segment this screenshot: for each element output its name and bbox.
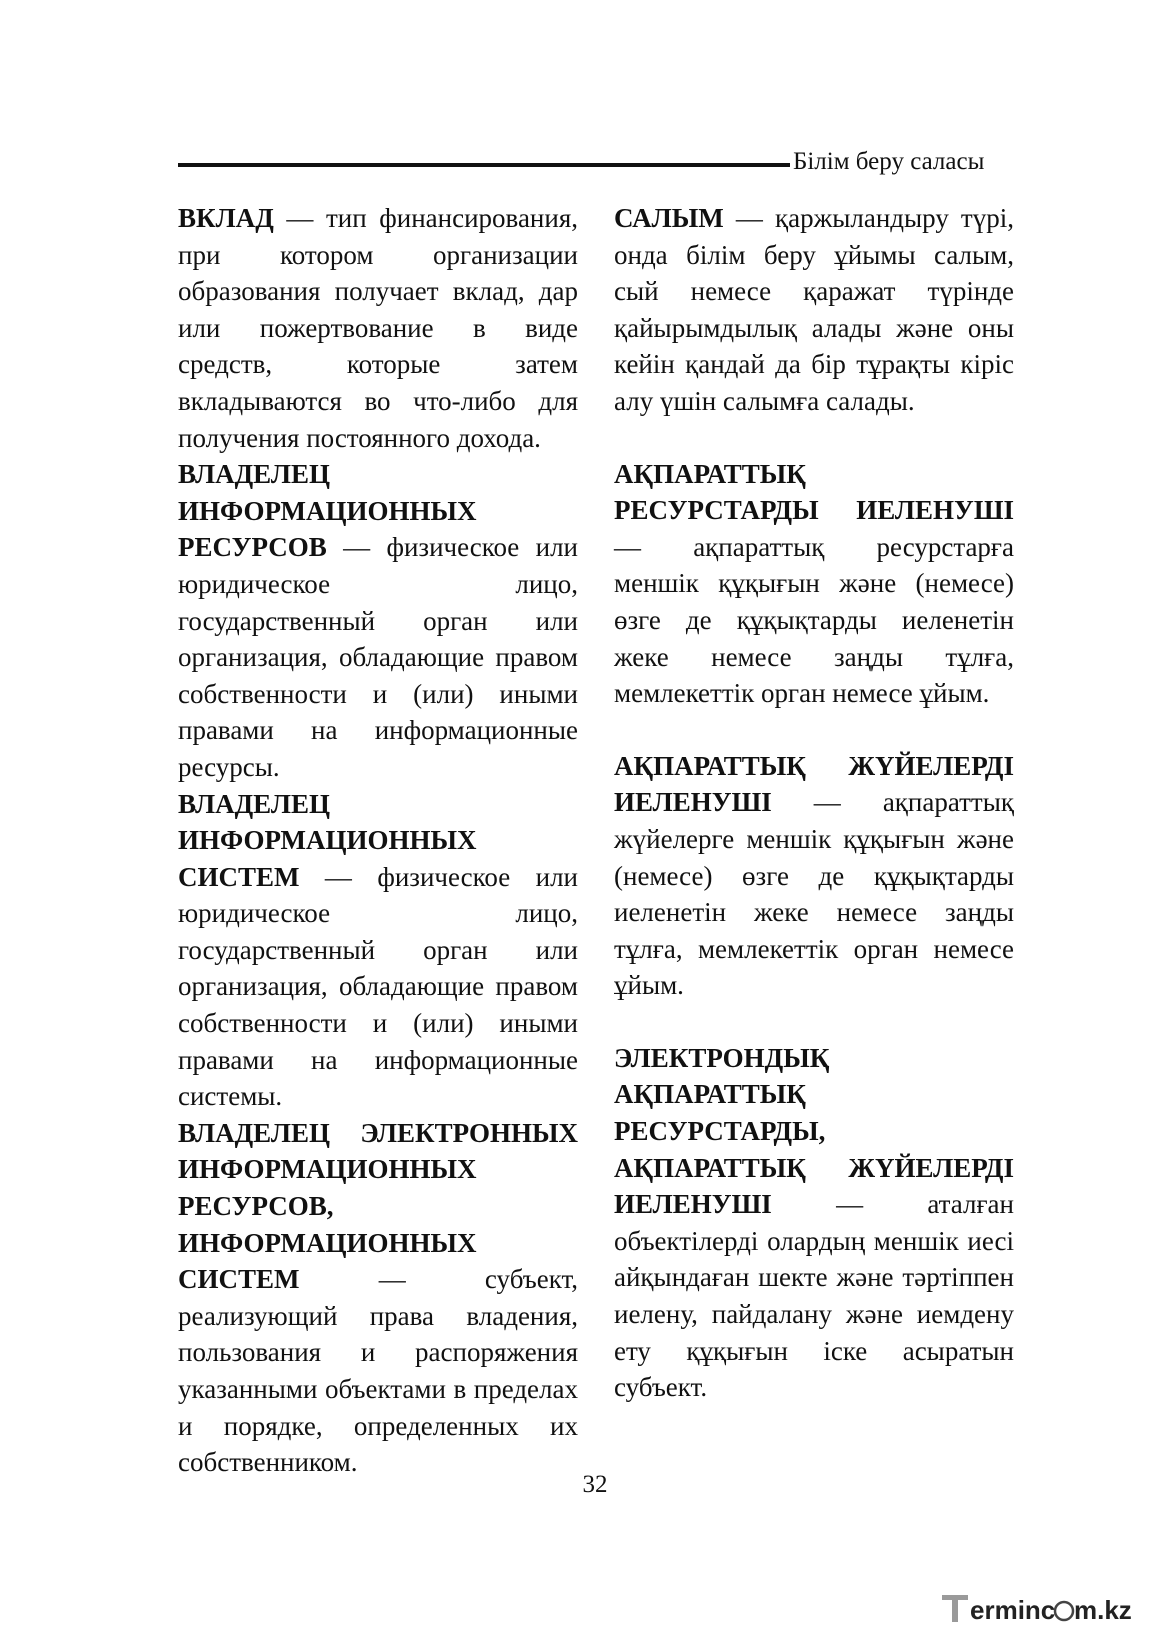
entry-term: ВКЛАД bbox=[178, 203, 274, 233]
entry-term: ЭЛЕКТРОНДЫҚ АҚПАРАТТЫҚ РЕСУРСТАРДЫ, АҚПАРАТТЫҚ ЖҮЙЕЛЕРДІ ИЕЛЕНУШІ bbox=[614, 1042, 1014, 1220]
entry-term: АҚПАРАТТЫҚ ЖҮЙЕЛЕРДІ ИЕЛЕНУШІ bbox=[614, 750, 1014, 818]
entry-term: АҚПАРАТТЫҚ РЕСУРСТАРДЫ ИЕЛЕНУШІ bbox=[614, 458, 1014, 526]
entry-term: ВЛАДЕЛЕЦ ЭЛЕКТРОННЫХ ИНФОРМАЦИОННЫХ РЕСУРСОВ, ИНФОРМАЦИОННЫХ СИСТЕМ bbox=[178, 1117, 578, 1295]
running-title: Білім беру саласы bbox=[793, 148, 985, 175]
glossary-entry-electronic-owner-kz bbox=[614, 1040, 1014, 1406]
svg-text:erminc: erminc bbox=[970, 1595, 1056, 1625]
entry-definition: — физическое или юридическое лицо, государственный орган или организация, обладающие правом собственности и (или) иными правами на информационные системы. bbox=[178, 861, 578, 1112]
left-column bbox=[178, 200, 578, 1481]
header-rule bbox=[178, 163, 790, 167]
entry-definition: — ақпараттық жүйелерге меншік құқығын және (немесе) өзге де құқықтарды иеленетін жеке немесе заңды тұлға, мемлекеттік орган немесе ұйым. bbox=[614, 787, 1014, 1001]
entry-definition: — ақпараттық ресурстарға меншік құқығын және (немесе) өзге де құқықтарды иеленетін жеке немесе заңды тұлға, мемлекеттік орган немесе ұйым. bbox=[614, 531, 1014, 709]
entry-term: ВЛАДЕЛЕЦ ИНФОРМАЦИОННЫХ СИСТЕМ bbox=[178, 788, 477, 892]
glossary-entry-owner-electronic-resources bbox=[178, 1115, 578, 1481]
entry-definition: — субъект, реализующий права владения, пользования и распоряжения указанными объектами в пределах и порядке, определенных их собственником. bbox=[178, 1264, 578, 1478]
right-column bbox=[614, 200, 1014, 1442]
entry-definition: — аталған объектілерді олардың меншік иесі айқындаған шекте және тәртіппен иелену, пайдалану және иемдену ету құқығын іске асыратын субъект. bbox=[614, 1189, 1014, 1403]
entry-definition: — физическое или юридическое лицо, государственный орган или организация, обладающие правом собственности и (или) иными правами на информационные ресурсы. bbox=[178, 532, 578, 782]
entry-term: САЛЫМ bbox=[614, 203, 724, 233]
glossary-entry-salym bbox=[614, 200, 1014, 420]
entry-definition: — тип финансирования, при котором организации образования получает вклад, дар или пожертвование в виде средств, которые затем вкладываются во что-либо для получения постоянного дохода. bbox=[178, 203, 578, 453]
glossary-entry-system-owner-kz bbox=[614, 748, 1014, 1004]
entry-term: ВЛАДЕЛЕЦ ИНФОРМАЦИОННЫХ РЕСУРСОВ bbox=[178, 459, 477, 563]
entry-definition: — қаржыландыру түрі, онда білім беру ұйымы салым, сый немесе қаражат түрінде қайырымдылық алады және оны кейін қандай да бір тұрақты кіріс алу үшін салымға салады. bbox=[614, 203, 1014, 416]
glossary-entry-vklad bbox=[178, 200, 578, 456]
svg-text:m.kz: m.kz bbox=[1074, 1595, 1132, 1625]
termincom-logo-icon bbox=[940, 1587, 1150, 1627]
glossary-entry-owner-info-systems bbox=[178, 786, 578, 1115]
page-number: 32 bbox=[582, 1471, 608, 1498]
glossary-entry-owner-info-resources bbox=[178, 456, 578, 785]
termincom-watermark bbox=[940, 1587, 1150, 1627]
glossary-entry-resource-owner-kz bbox=[614, 456, 1014, 712]
